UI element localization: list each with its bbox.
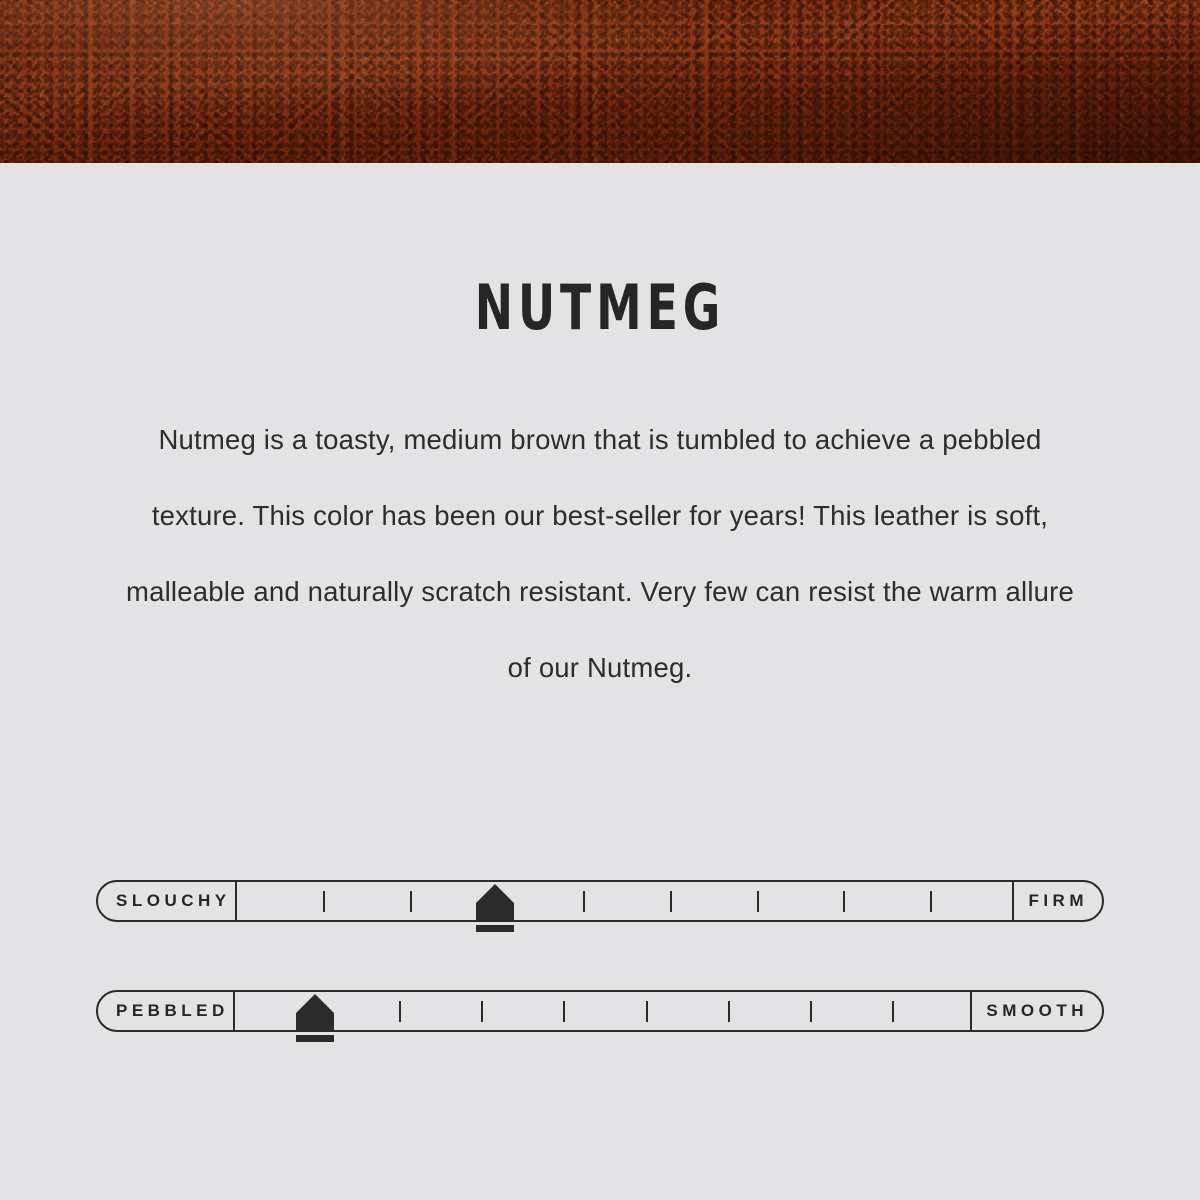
slider-right-label-firmness: FIRM (1012, 882, 1102, 920)
slider-tick (930, 891, 932, 912)
leather-swatch-image (0, 0, 1200, 163)
slider-track-texture[interactable] (96, 990, 1104, 1032)
slider-right-label-texture: SMOOTH (970, 992, 1102, 1030)
slider-ticks-firmness (237, 882, 1017, 920)
slider-tick (399, 1001, 401, 1022)
slider-tick (892, 1001, 894, 1022)
slider-track-firmness[interactable] (96, 880, 1104, 922)
color-description: Nutmeg is a toasty, medium brown that is tumbled to achieve a pebbled texture. This color has been our best-seller for years! This leather is soft, malleable and naturally scratch resistant. Very few can resist the warm allure of our Nutmeg. (126, 424, 1074, 683)
slider-ticks-texture (235, 992, 975, 1030)
slider-tick (481, 1001, 483, 1022)
slider-tick (583, 891, 585, 912)
slider-tick (810, 1001, 812, 1022)
marker-head-icon (476, 884, 514, 903)
slider-marker-texture[interactable] (296, 994, 334, 1042)
slider-left-label-texture: PEBBLED (98, 992, 235, 1030)
slider-tick (646, 1001, 648, 1022)
slider-marker-firmness[interactable] (476, 884, 514, 932)
slider-tick (563, 1001, 565, 1022)
slider-tick (728, 1001, 730, 1022)
page-title: NUTMEG (474, 271, 726, 344)
marker-bar (476, 925, 514, 932)
leather-shading-overlay (0, 0, 1200, 163)
marker-body (476, 903, 514, 921)
slider-tick (323, 891, 325, 912)
slider-tick (843, 891, 845, 912)
slider-texture[interactable] (0, 990, 1200, 1100)
slider-left-label-firmness: SLOUCHY (98, 882, 237, 920)
marker-bar (296, 1035, 334, 1042)
slider-tick (410, 891, 412, 912)
marker-body (296, 1013, 334, 1031)
slider-firmness[interactable] (0, 880, 1200, 990)
attribute-sliders (0, 880, 1200, 1100)
slider-tick (670, 891, 672, 912)
marker-head-icon (296, 994, 334, 1013)
slider-tick (757, 891, 759, 912)
